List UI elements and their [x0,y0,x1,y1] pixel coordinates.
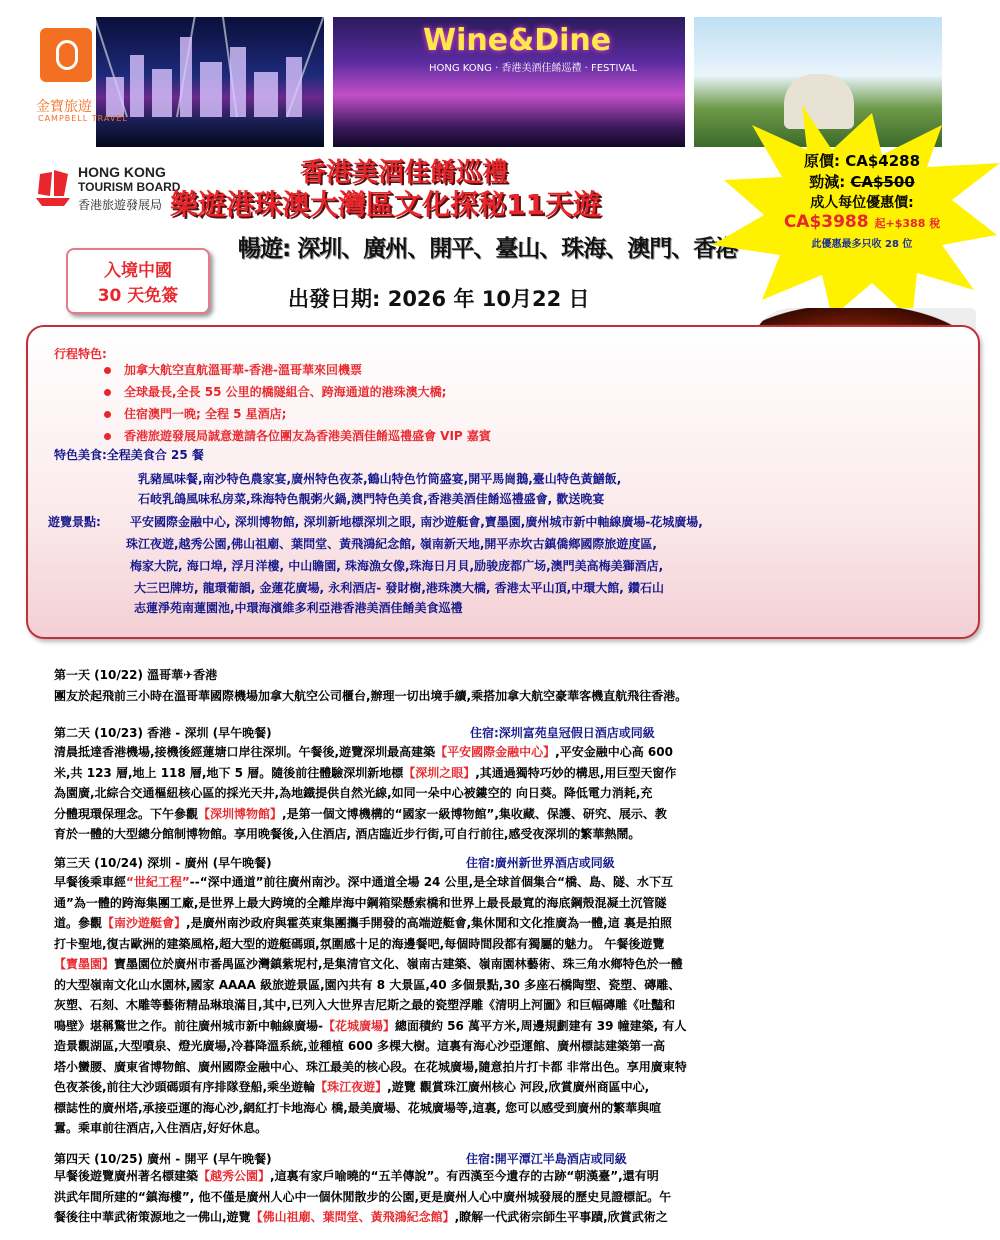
hktb-logo-cn: 香港旅遊發展局 [78,198,163,212]
itinerary-text: 道。參觀 [54,916,103,930]
bullet-icon [104,367,111,374]
sights-line: 平安國際金融中心, 深圳博物館, 深圳新地標深圳之眼, 南沙遊艇會,寶墨園,廣州城市新中軸線廣場-花城廣場, [130,515,703,529]
itinerary-text: 育於一體的大型總分館制博物館。享用晚餐後,入住酒店, 酒店臨近步行街,可自行前往,感受夜深圳的繁華熱鬧。 [54,827,641,841]
highlighted-attraction: 【深圳之眼】 [403,765,476,780]
sights-heading: 遊覽景點: [48,515,101,529]
itinerary-text: 為園廣,北綜合交通樞紐核心區的採光天井,為地鐵提供自然光線,如同一朵中心被鏤空的 向日葵。降低電力消耗,充 [54,786,653,800]
departure-date: 出發日期: 2026 年 10月22 日 [288,287,590,311]
itinerary-text: ,平安金融中心高 600 [555,745,673,759]
sights-line: 大三巴牌坊, 龍環葡韻, 金蓮花廣場, 永利酒店- 發財樹,港珠澳大橋, 香港太平山頂,中環大館, 鑽石山 [134,581,664,595]
itinerary-line [54,1166,950,1187]
campbell-logo-cn: 金寶旅遊 [36,99,92,115]
itinerary-line [54,824,950,845]
itinerary-line [54,1057,950,1078]
bullet-icon [104,433,111,440]
hktb-logo-en-1: HONG KONG [78,164,166,180]
bullet-icon [104,411,111,418]
itinerary-line [54,934,950,955]
itinerary-text: 的大型嶺南文化山水園林,國家 AAAA 級旅遊景區,園內共有 8 大景區,40 多個景點,30 多座石橋陶塑、瓷塑、磚雕、 [54,977,681,992]
itinerary-text: 早餐後乘車經 [54,875,127,889]
day-4-header: 第四天 (10/25) 廣州 - 開平 (早午晚餐) [54,1152,272,1166]
itinerary-text: 灰塑、石刻、木雕等藝術精品琳琅滿目,其中,已列入大世界吉尼斯之最的瓷塑浮雕《清明上河圖》和巨幅磚雕《吐豔和 [54,998,676,1012]
highlighted-attraction: 【寶墨園】 [54,957,115,971]
highlighted-attraction: 【深圳博物館】 [198,806,283,821]
itinerary-line [54,763,950,784]
itinerary-text: 寶墨園位於廣州市番禺區沙灣鎮紫坭村,是集清官文化、嶺南古建築、嶺南園林藝術、珠三角水鄉特色於一體 [114,957,683,971]
itinerary-text: 總面積約 56 萬平方米,周邊規劃建有 39 幢建築, 有人 [395,1018,687,1033]
food-heading: 特色美食:全程美食合 25 餐 [54,448,204,462]
itinerary-text: 打卡聖地,復古歐洲的建築風格,超大型的遊艇碼頭,氛圍感十足的海邊餐吧,每個時間段都有獨屬的魅力。 午餐後遊覽 [54,936,665,951]
original-price: 原價: CA$4288 [803,152,921,170]
itinerary-text: 團友於起飛前三小時在溫哥華國際機場加拿大航空公司櫃台,辦理一切出境手續,乘搭加拿大航空豪華客機直航飛往香港。 [54,689,688,703]
festival-subtitle: HONG KONG · 香港美酒佳餚巡禮 · FESTIVAL [429,63,638,74]
highlight-item: 加拿大航空直航溫哥華-香港-溫哥華來回機票 [124,363,362,377]
itinerary-line [54,913,950,934]
day-1-header: 第一天 (10/22) 溫哥華✈香港 [54,668,218,682]
tour-title-line1: 香港美酒佳餚巡禮 [300,158,509,188]
tour-cities: 暢遊: 深圳、廣州、開平、臺山、珠海、澳門、香港 [238,236,738,262]
highlighted-attraction: 【越秀公園】 [198,1169,271,1183]
day-3-header: 第三天 (10/24) 深圳 - 廣州 (早午晚餐) [54,856,272,870]
festival-logo-text: Wine&Dine [423,23,612,58]
day-3-hotel: 住宿:廣州新世界酒店或同級 [466,856,615,870]
highlights-heading: 行程特色: [54,347,107,361]
day-2-body [54,742,950,845]
highlighted-attraction: “世紀工程” [126,875,190,889]
itinerary-text: 塔小蠻腰、廣東省博物館、廣州國際金融中心、珠江最美的核心段。在花城廣場,隨意拍片打卡都 非常出色。享用廣東特 [54,1059,687,1074]
sights-line: 珠江夜遊,越秀公園,佛山祖廟、葉問堂、黃飛鴻紀念館, 嶺南新天地,開平赤坎古鎮僑鄉國際旅遊度區, [126,537,657,551]
itinerary-line [54,783,950,804]
itinerary-text: ,是廣州南沙政府與霍英東集團攜手開發的高端遊艇會,集休閒和文化推廣為一體,這 裏是拍照 [186,916,672,930]
itinerary-text: 鳴壁》堪稱驚世之作。前往廣州城市新中軸線廣場- [54,1018,323,1033]
itinerary-line [54,893,950,914]
itinerary-text: ,是第一個文博機構的“國家一級博物館”,集收藏、保護、研究、展示、教 [282,806,667,821]
discount-amount: CA$500 [850,173,915,191]
sights-line: 志蓮淨苑南蓮園池,中環海濱維多利亞港香港美酒佳餚美食巡禮 [134,601,463,615]
highlighted-attraction: 【南沙遊艇會】 [102,916,187,930]
highlighted-attraction: 【佛山祖廟、葉問堂、黃飛鴻紀念館】 [250,1210,455,1224]
day-4-body [54,1166,950,1228]
highlighted-attraction: 【平安國際金融中心】 [435,745,556,759]
highlight-item: 香港旅遊發展局誠意邀請各位團友為香港美酒佳餚巡禮盛會 VIP 嘉賓 [124,429,491,443]
day-1-body [54,686,950,707]
offer-limit-note: 此優惠最多只收 28 位 [811,239,913,250]
highlight-item: 住宿澳門一晚; 全程 5 星酒店; [124,407,287,421]
food-line: 乳豬風味餐,南沙特色農家宴,廣州特色夜茶,鶴山特色竹筒盛宴,開平馬崗鵝,臺山特色黃鱔飯, [138,472,622,486]
itinerary-text: 囂。乘車前往酒店,入住酒店,好好休息。 [54,1121,268,1135]
day-2-header: 第二天 (10/23) 香港 - 深圳 (早午晚餐) [54,726,272,740]
itinerary-text: 清晨抵達香港機場,接機後經蓮塘口岸往深圳。午餐後,遊覽深圳最高建築 [54,745,436,759]
wine-and-dine-festival-photo [333,17,685,147]
highlight-item: 全球最長,全長 55 公里的橋隧組合、跨海通道的港珠澳大橋; [124,385,447,399]
day-4-hotel: 住宿:開平潭江半島酒店或同級 [466,1152,627,1166]
itinerary-text: 色夜茶後,前往大沙頭碼頭有序排隊登船,乘坐遊輪 [54,1080,316,1094]
itinerary-line [54,804,950,825]
final-price-suffix: 起+$388 稅 [874,217,941,230]
itinerary-line [54,1077,950,1098]
itinerary-text: 標誌性的廣州塔,承接亞運的海心沙,網紅打卡地海心 橋,最美廣場、花城廣場等,這裏, 您可以感受到廣州的繁華與喧 [54,1100,662,1115]
itinerary-line [54,1118,950,1139]
itinerary-text: ,遊覽 觀賞珠江廣州核心 河段,欣賞廣州商區中心, [387,1080,650,1094]
hktb-logo-en-2: TOURISM BOARD [78,180,181,194]
itinerary-line [54,954,950,975]
tour-title-line2: 樂遊港珠澳大灣區文化探秘11天遊 [170,188,601,221]
campbell-logo-icon [56,40,78,70]
itinerary-text: ,其通過獨特巧妙的構思,用巨型天窗作 [475,765,677,780]
highlighted-attraction: 【花城廣場】 [322,1018,395,1033]
bullet-icon [104,389,111,396]
discount-line: 勁減: CA$500 [809,173,915,191]
hktb-junk-boat-icon [34,168,72,210]
itinerary-line [54,1036,950,1057]
itinerary-text: 造景觀湖區,大型噴泉、燈光廣場,冷暮降溫系統,並種植 600 多棵大樹。這裏有海心沙亞運館、廣州標誌建築第一高 [54,1039,666,1053]
visa-badge-line1: 入境中國 [104,261,172,281]
itinerary-text: 分體現環保理念。下午參觀 [54,806,199,821]
itinerary-line [54,995,950,1016]
itinerary-line [54,1187,950,1208]
day-2-hotel: 住宿:深圳富苑皇冠假日酒店或同級 [470,726,655,740]
itinerary-text: ,瞭解一代武術宗師生平事蹟,欣賞武術之 [454,1210,668,1224]
visa-free-badge [66,248,210,314]
itinerary-line [54,686,950,707]
itinerary-text: ,這裏有家戶喻曉的“五羊傳說”。有西漢至今遺存的古跡“朝漢臺”,還有明 [270,1169,659,1183]
hong-kong-night-skyline-photo [96,17,324,147]
per-person-label: 成人每位優惠價: [810,195,914,211]
campbell-logo-en: CAMPBELL TRAVEL [38,114,128,123]
itinerary-line [54,872,950,893]
itinerary-text: 米,共 123 層,地上 118 層,地下 5 層。隨後前往體驗深圳新地標 [54,765,404,780]
itinerary-text: 早餐後遊覽廣州著名標建築 [54,1169,199,1183]
itinerary-text: --“深中通道”前往廣州南沙。深中通道全場 24 公里,是全球首個集合“橋、島、隧、水下互 [189,875,674,889]
itinerary-text: 洪武年間所建的“鎮海樓”, 他不僅是廣州人心中一個休閒散步的公園,更是廣州人心中廣州城發展的歷史見證標記。午 [54,1189,672,1204]
itinerary-line [54,1207,950,1228]
itinerary-line [54,742,950,763]
itinerary-line [54,1016,950,1037]
itinerary-text: 通”為一體的跨海集團工廠,是世界上最大跨境的全離岸海中鋼箱梁懸索橋和世界上最長最寬的海底鋼殼混凝土沉管隧 [54,895,667,910]
final-price: CA$3988 [783,212,869,232]
final-price-line [752,212,972,232]
visa-badge-line2: 30 天免簽 [97,286,179,306]
day-3-body [54,872,950,1139]
itinerary-line [54,975,950,996]
highlighted-attraction: 【珠江夜遊】 [315,1080,388,1094]
sights-line: 梅家大院, 海口埠, 浮月洋樓, 中山瞻園, 珠海漁女像,珠海日月貝,励骏庞都广场,澳門美高梅美獅酒店, [130,559,664,573]
itinerary-text: 餐後往中華武術策源地之一佛山,遊覽 [54,1210,251,1224]
food-line: 石岐乳鴿風味私房菜,珠海特色靚粥火鍋,澳門特色美食,香港美酒佳餚巡禮盛會, 歡送晚宴 [138,492,605,506]
itinerary-line [54,1098,950,1119]
price-panel [752,150,972,250]
